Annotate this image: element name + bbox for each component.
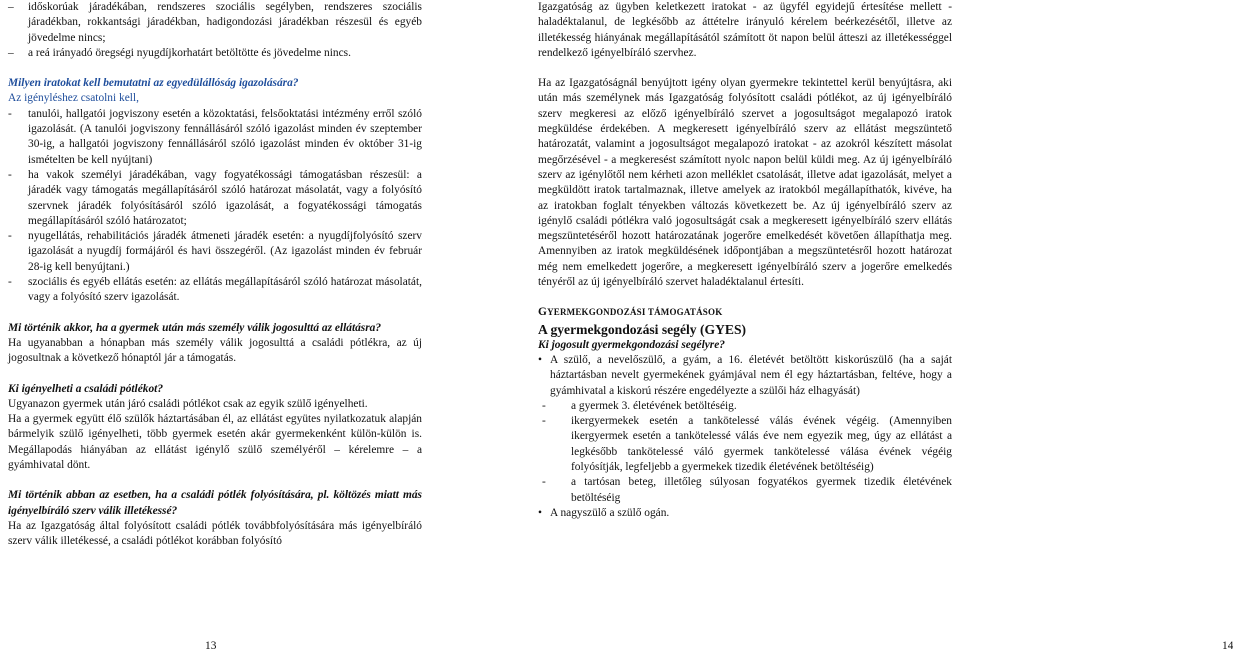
bullet-item [538,506,952,521]
paragraph: Ugyanazon gyermek után járó családi pótlékot csak az egyik szülő igényelheti. [8,397,368,410]
list-item-text: nyugellátás, rehabilitációs járadék átmeneti járadék esetén: a nyugdíjfolyósító szerv igazolását a nyugdíj formájáról és havi összegéről. (Az igazolást minden év február 28-ig kell benyújtani.) [28,230,422,273]
sub-list-item [538,414,952,475]
list-item [8,0,422,46]
dash-marker: - [542,476,546,489]
page-number: 13 [205,640,217,652]
right-column [538,0,952,521]
dash-marker: - [8,168,12,181]
question-heading: Milyen iratokat kell bemutatni az egyedülállóság igazolására? [8,77,299,90]
list-item-text: a tartósan beteg, illetőleg súlyosan fogyatékos gyermek tizedik életévének betöltéséig [571,476,952,504]
paragraph: Az igényléshez csatolni kell, [8,92,139,105]
dash-marker: - [8,276,12,289]
list-item [8,229,422,275]
dash-marker: - [542,399,546,412]
dash-marker: - [8,107,12,120]
dash-marker: – [8,46,14,59]
question-heading: Ki igényelheti a családi pótlékot? [8,382,164,395]
sub-list-item [538,399,952,414]
dash-marker: – [8,1,14,13]
list-item-text: időskorúak járadékában, rendszeres szociális segélyben, rendszeres szociális járadékban, rokkantsági járadékban, hadigondozási járadékban részesül és egyéb jövedelme nincs; [28,1,422,44]
dash-marker: - [8,230,12,243]
list-item-text: a gyermek 3. életévének betöltéséig. [571,399,737,412]
bullet-text: A szülő, a nevelőszülő, a gyám, a 16. életévét betöltött kiskorúszülő (ha a saját háztartásban nevelt gyermekének gyámjával nem él egy háztartásban, feltéve, hogy a gyámhivatal a kiskorú részére engedélyezte a szülői ház elhagyását) [550,353,952,397]
paragraph: Ha az Igazgatóságnál benyújtott igény olyan gyermekre tekintettel kerül benyújtásra, aki után más személynek más Igazgatóság folyósított családi pótlékot, az új igényelbíráló szerv megkeresi az előző igényelbíráló szervet a jogosultságot megalapozó iratok megküldése érdekében. A megkeresett igényelbíráló szerv az ellátást megszüntető határozatát, valamint a jogosultságot megalapozó iratokat - az azokról készített másolat megőrzésével - a megkeresést számított nyolc napon belül küldi meg. Az új igényelbíráló szerv az igénylőtől nem kérheti azon melléklet csatolását, illetve adat igazolását, melyet a megküldött iratok tartalmaznak, illetve amelyek az iratokból megállapíthatók, kivéve, ha az iratokban foglalt tényekben változás következett be. Az új igényelbíráló szerv az igénylő családi pótlékra való jogosultságát csak a megkeresett igényelbíráló szerv ellátás megszüntetéséről hozott határozatának jogerőre emelkedését követően állapíthatja meg. Amennyiben az iratok megküldésének időpontjában a megszüntetésről hozott határozat még nem emelkedett jogerőre, a megkeresett igényelbíráló szerv a jogerőre emelkedés tényéről az új igényelbíráló szervet haladéktalanul értesíti. [538,77,952,289]
paragraph: Igazgatóság az ügyben keletkezett iratokat - az ügyfél egyidejű értesítése mellett - haladéktalanul, de legkésőbb az áttételre irányuló kérelem beérkezésétől, illetve az illetékesség hiányának megállapításától számított öt napon belül átteszi az illetékességgel rendelkező igényelbíráló szervhez. [538,1,952,59]
bullet-icon: • [538,506,542,519]
list-item-text: tanulói, hallgatói jogviszony esetén a közoktatási, felsőoktatási intézmény erről szóló igazolását. (A tanulói jogviszony fennállásáról szóló igazolást minden év szeptember 30-ig, a hallgatói jogviszony fennállásáról szóló igazolást minden év október 31-ig ismételten be kell nyújtani) [28,107,422,166]
bullet-item [538,353,952,399]
sub-list-item [538,475,952,506]
list-item [8,168,422,229]
list-item [8,107,422,168]
paragraph: Ha az Igazgatóság által folyósított családi pótlék továbbfolyósítására más igényelbíráló szerv válik illetékessé, a családi pótlékot korábban folyósító [8,519,422,548]
left-page [0,0,480,657]
paragraph: Ha a gyermek együtt élő szülők háztartásában él, az ellátást együtes nyilatkozatuk alapján bármelyik szülő igényelheti, több gyermek esetén akár gyermekenként külön-külön is. Megállapodás hiányában az ellátást igénylő szülő személyéről – kérelemre – a gyámhivatal dönt. [8,413,422,472]
list-item-text: ikergyermekek esetén a tankötelessé válás évének végéig. (Amennyiben ikergyermek esetén a tankötelessé válás éve nem egyezik meg, úgy az ellátást a legkésőbb tankötelessé váló gyermek tankötelessé válása évének végéig folyósítják, legfeljebb a gyermekek tizedik életévének betöltéséig) [571,415,952,474]
list-item [8,275,422,306]
question-heading: Ki jogosult gyermekgondozási segélyre? [538,338,725,351]
left-column [8,0,422,550]
dash-marker: - [542,415,546,428]
list-item-text: ha vakok személyi járadékában, vagy fogyatékossági támogatásban részesül: a járadék vagy támogatás megállapításáról szóló határozat másolatát, vagy a folyósító szervnek járadék folyósításáról szóló igazolását, a fogyatékossági támogatás megállapításáról szóló határozatot; [28,168,422,227]
right-page [480,0,1233,657]
bullet-text: A nagyszülő a szülő ogán. [550,506,670,519]
paragraph: Ha ugyanabban a hónapban más személy válik jogosulttá a családi pótlékra, az új jogosultnak a következő hónaptól jár a támogatás. [8,336,422,365]
page-number: 14 [1222,640,1233,652]
question-heading: Mi történik akkor, ha a gyermek után más személy válik jogosulttá az ellátásra? [8,321,382,334]
list-item-text: szociális és egyéb ellátás esetén: az ellátás megállapításáról szóló határozat másolatát, vagy a folyósító szerv igazolását. [28,276,422,304]
section-title: A gyermekgondozási segély (GYES) [538,321,747,337]
section-caps-heading: GYERMEKGONDOZÁSI TÁMOGATÁSOK [538,306,723,319]
question-heading: Mi történik abban az esetben, ha a családi pótlék folyósítására, pl. költözés miatt más igényelbíráló szerv válik illetékessé? [8,489,422,517]
list-item [8,46,422,61]
bullet-icon: • [538,353,542,366]
list-item-text: a reá irányadó öregségi nyugdíjkorhatárt betöltötte és jövedelme nincs. [28,46,351,59]
